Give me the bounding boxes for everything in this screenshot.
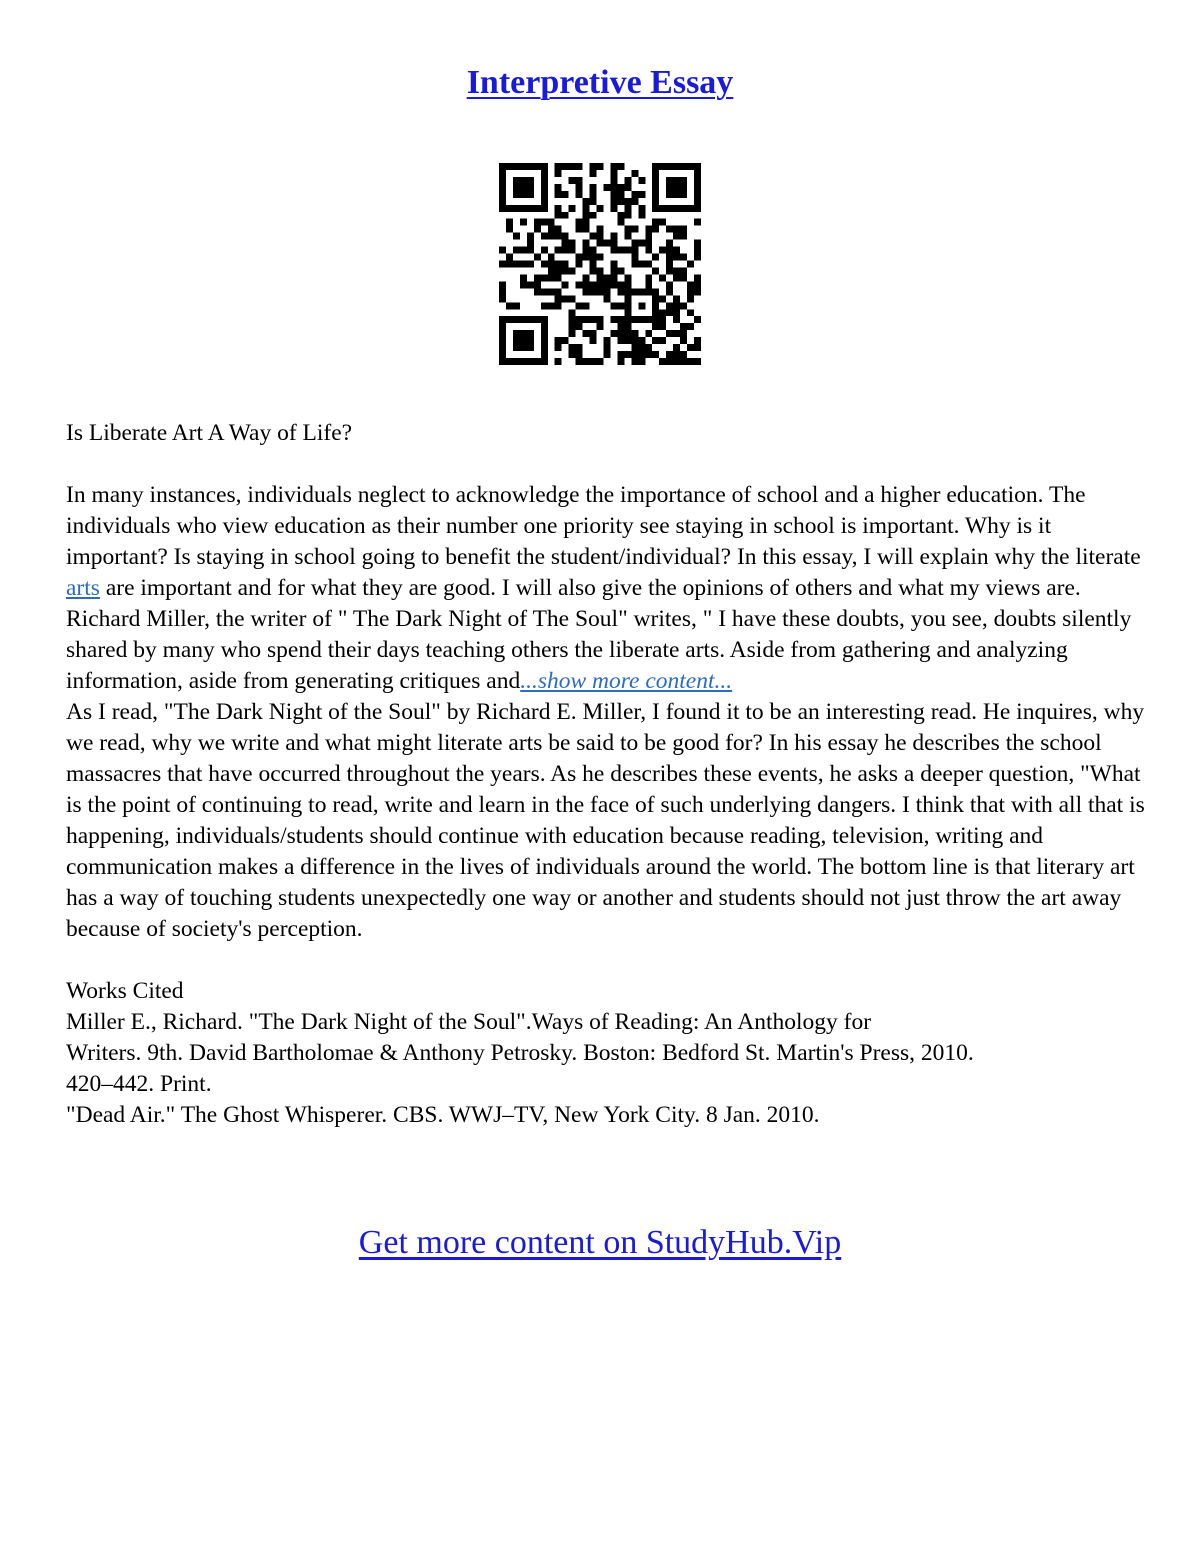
title-container [0,64,1200,102]
spacer [66,449,1146,480]
citation-1-line-1: Miller E., Richard. "The Dark Night of the Soul".Ways of Reading: An Anthology for [66,1009,872,1035]
essay-question: Is Liberate Art A Way of Life? [66,420,353,446]
paragraph-1-text-a: In many instances, individuals neglect to acknowledge the importance of school and a higher education. The individuals who view education as their number one priority see staying in school is important. Why is it important? Is staying in school going to benefit the student/individual? In this essay, I will explain why the literate [66,482,1141,570]
essay-paragraph-2: As I read, "The Dark Night of the Soul" by Richard E. Miller, I found it to be an interesting read. He inquires, why we read, why we write and what might literate arts be said to be good for? In his essay he describes the school massacres that have occurred throughout the years. As he describes these events, he asks a deeper question, "What is the point of continuing to read, write and learn in the face of such underlying dangers. I think that with all that is happening, individuals/students should continue with education because reading, television, writing and communication makes a difference in the lives of individuals around the world. The bottom line is that literary art has a way of touching students unexpectedly one way or another and students should not just throw the art away because of society's perception. [66,699,1145,942]
works-cited-heading: Works Cited [66,978,184,1004]
studyhub-link[interactable]: Get more content on StudyHub.Vip [358,1224,842,1261]
show-more-content-link[interactable]: ...show more content... [520,668,733,694]
citation-1-line-2: Writers. 9th. David Bartholomae & Anthony Petrosky. Boston: Bedford St. Martin's Press, 2010. [66,1040,974,1066]
citation-2: "Dead Air." The Ghost Whisperer. CBS. WWJ–TV, New York City. 8 Jan. 2010. [66,1102,820,1128]
spacer [66,945,1146,976]
essay-paragraph-1 [66,480,1146,697]
essay-body [66,418,1146,1131]
paragraph-1-text-b: are important and for what they are good. I will also give the opinions of others and what my views are. Richard Miller, the writer of " The Dark Night of The Soul" writes, " I have these doubts, you see, doubts silently shared by many who spend their days teaching others the liberate arts. Aside from gathering and analyzing information, aside from generating critiques and [66,575,1132,694]
essay-title-link[interactable]: Interpretive Essay [466,64,734,101]
arts-link[interactable]: arts [66,575,100,601]
footer-container [0,1224,1200,1262]
qr-code-icon [499,163,701,365]
citation-1-line-3: 420–442. Print. [66,1071,212,1097]
